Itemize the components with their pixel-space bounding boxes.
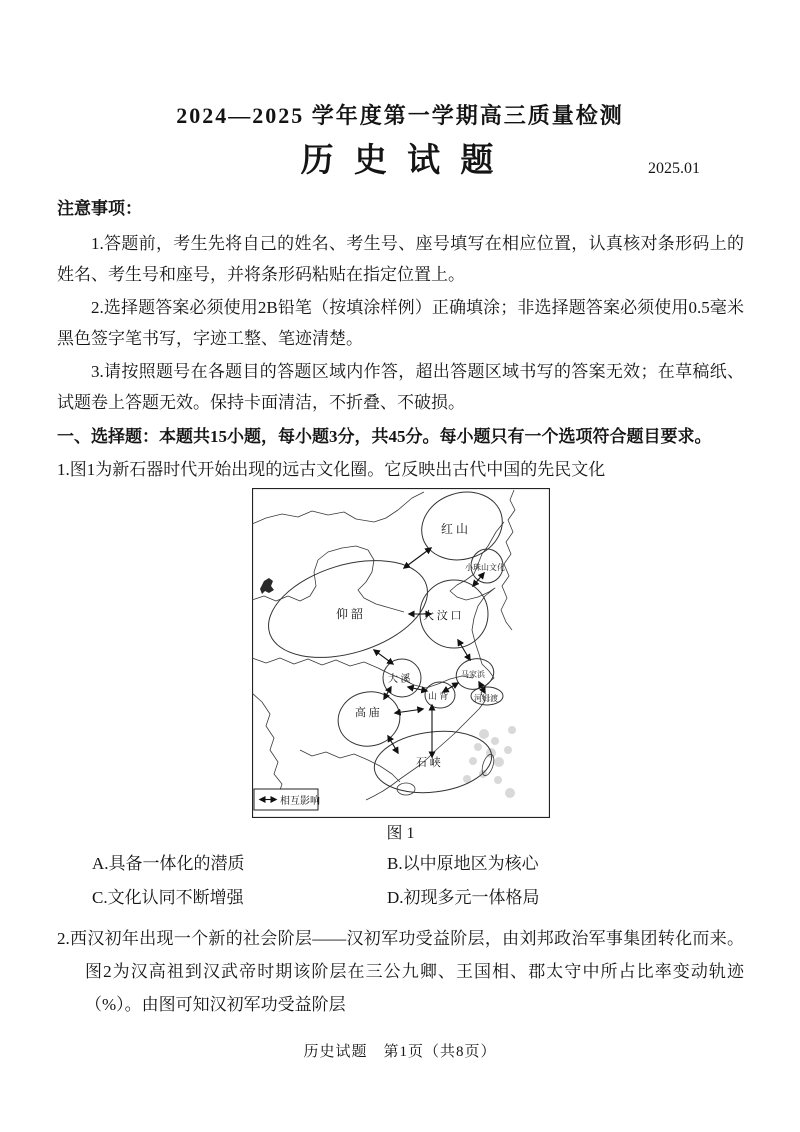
influence-arrows [374,548,485,757]
culture-circle-gaomiao [333,686,405,752]
label-yangshao: 仰 韶 [335,607,363,621]
map-frame [252,489,549,818]
label-majiabang: 马家浜 [460,670,485,679]
label-dawenkou: 大 汶 口 [422,610,461,622]
page-body [57,193,744,1021]
figure-1 [252,488,550,818]
option-b: B.以中原地区为核心 [387,854,539,873]
notice-item-2: 2.选择题答案必须使用2B铅笔（按填涂样例）正确填涂；非选择题答案必须使用0.5毫米黑色签字笔书写，字迹工整、笔迹清楚。 [57,298,744,348]
question-1-stem: 1.图1为新石器时代开始出现的远古文化圈。它反映出古代中国的先民文化 [57,460,606,479]
map-legend [254,789,320,810]
label-daxi: 大 溪 [387,674,410,685]
label-xiaozhushan: 小珠山文化 [464,563,505,572]
label-shixia: 石 峡 [415,757,441,769]
notice-item-1: 1.答题前，考生先将自己的姓名、考生号、座号填写在相应位置，认真核对条形码上的姓名、考生号和座号，并将条形码粘贴在指定位置上。 [57,234,744,284]
label-gaomiao: 高 庙 [354,707,380,719]
neolithic-culture-map [252,488,550,818]
legend-label: 相互影响 [279,796,320,807]
option-d: D.初现多元一体格局 [387,888,540,907]
label-hongshan: 红 山 [440,522,468,536]
question-1-options [57,847,744,915]
question-2-stem: 2.西汉初年出现一个新的社会阶层——汉初军功受益阶层，由刘邦政治军事集团转化而来。图2为汉高祖到汉武帝时期该阶层在三公九卿、王国相、郡太守中所占比率变动轨迹（%）。由图可知汉初军功受益阶层 [57,929,744,1014]
culture-circles [256,488,510,799]
label-hemudu: 河姆渡 [473,694,498,703]
notice-heading: 注意事项： [57,199,142,218]
coastal-shading [463,726,516,798]
section-one-heading: 一、选择题：本题共15小题，每小题3分，共45分。每小题只有一个选项符合题目要求。 [57,427,712,446]
page-footer: 历史试题 第1页（共8页） [303,1044,497,1060]
notice-item-3: 3.请按照题号在各题目的答题区域内作答，超出答题区域书写的答案无效；在草稿纸、试题卷上答题无效。保持卡面清洁，不折叠、不破损。 [57,362,744,412]
subject-title: 历 史 试 题 [300,143,500,179]
figure-1-caption: 图 1 [386,825,415,842]
option-a: A.具备一体化的潜质 [92,854,245,873]
hainan-island [397,783,415,795]
option-c: C.文化认同不断增强 [92,888,244,907]
label-shanbei: 山 背 [427,691,448,701]
exam-session-title: 2024—2025 学年度第一学期高三质量检测 [176,103,624,128]
exam-date: 2025.01 [648,160,700,177]
mountain-mark [260,578,274,594]
